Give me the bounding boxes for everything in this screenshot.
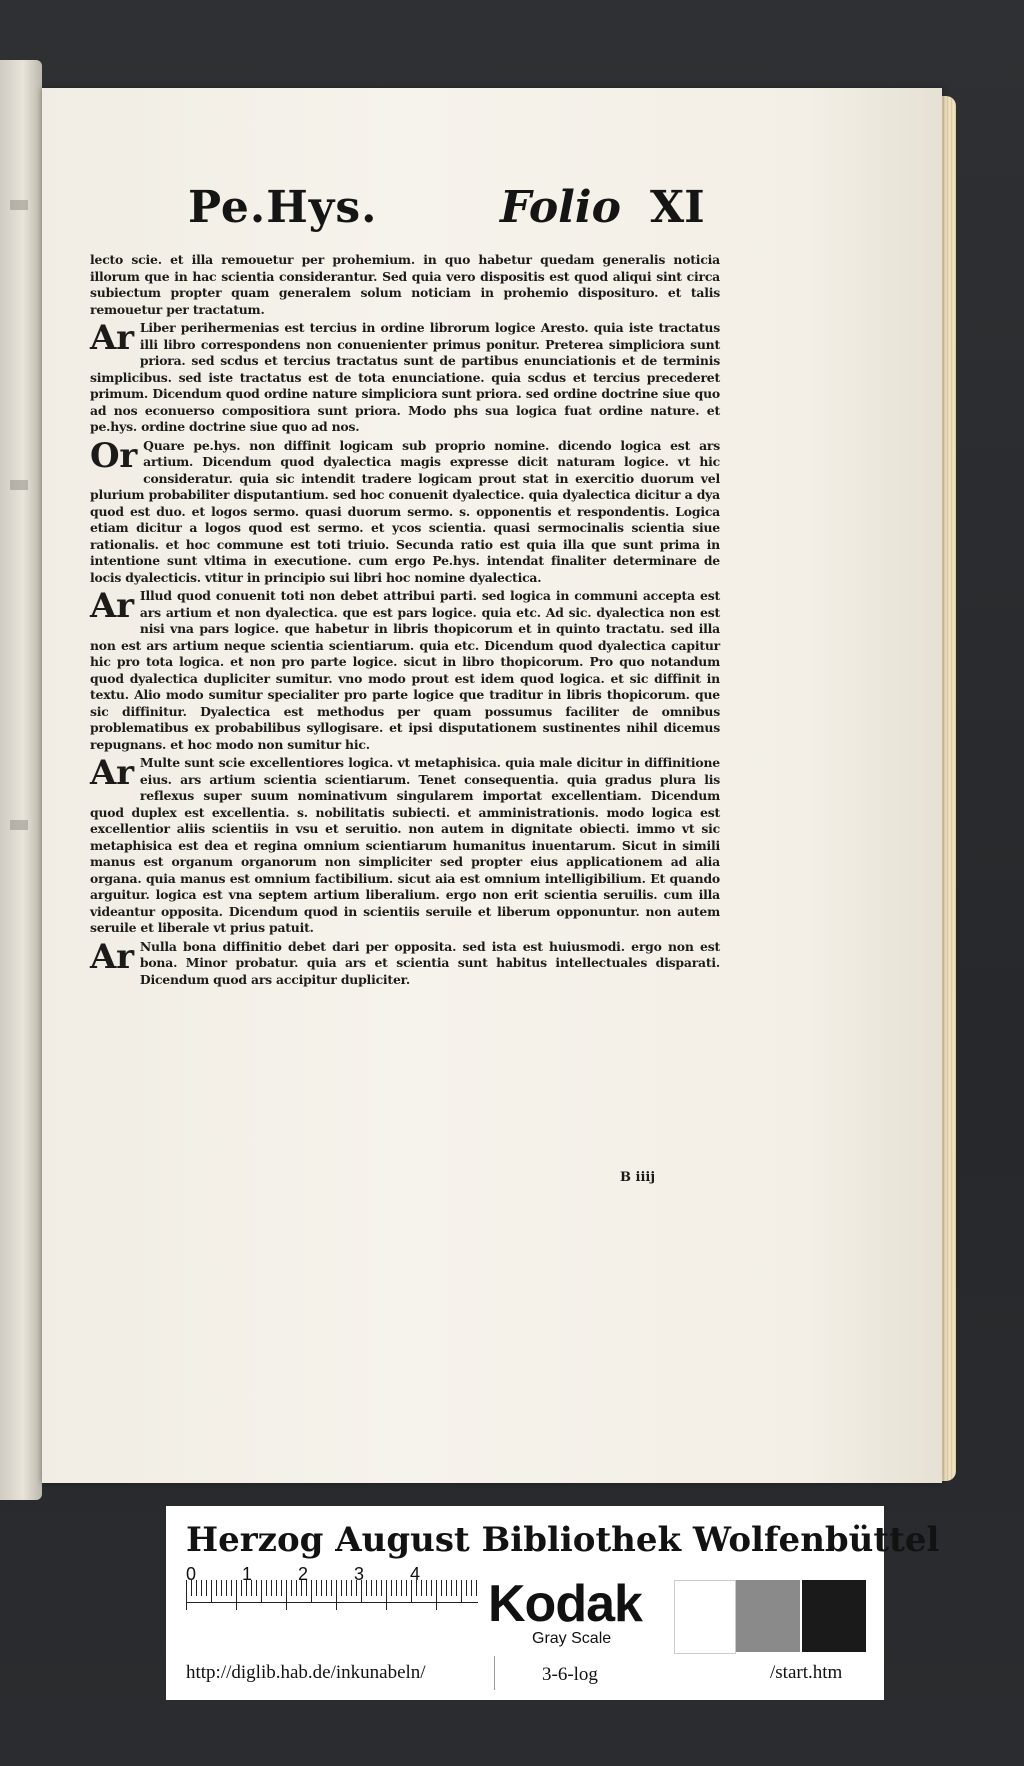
ruler-baseline <box>186 1602 478 1603</box>
ruler-number: 1 <box>242 1564 253 1584</box>
ruler-tick <box>206 1580 207 1596</box>
ruler-tick <box>296 1580 297 1596</box>
ruler-tick <box>346 1580 347 1596</box>
ruler-tick <box>291 1580 292 1596</box>
paragraph-text: Multe sunt scie excellentiores logica. vt metaphisica. quia male dicitur in diffinitione eius. ars artium scientia scientiarum. Tenet consequentia. quia gradus plura lis reflexus super suum nominativum singularem importat excellentiam. Dicendum quod duplex est excellentia. s. nobilitatis subiecti. et amministrationis. modo logica est excellentior aliis scientiis in vsu et seruitio. non autem in dignitate obiecti. immo vt sic metaphisica est dea et regina omnium scientiarum humanitus inuentarum. Sicut in simili manus est organum organorum non simpliciter sed propter eius applicationem ad alia organa. quia manus est omnium factibilium. sicut aia est omnium intelligibilium. Et quando arguitur. logica est vna septem artium liberalium. ergo non erit scientia seruilis. cum illa videantur opposita. Dicendum quod in scientiis seruile et liberum opponuntur. non autem seruile et liberale vt prius patuit. <box>90 755 720 935</box>
facing-page-mark <box>10 820 28 830</box>
paragraph <box>90 588 720 753</box>
folio-number: XI <box>650 182 705 233</box>
ruler-tick <box>461 1580 462 1602</box>
ruler-tick <box>386 1580 387 1610</box>
paragraph-initial: Ar <box>90 586 134 626</box>
ruler-tick <box>231 1580 232 1596</box>
folio-label: Folio <box>500 182 621 233</box>
call-number: 3-6-log <box>542 1664 598 1685</box>
ruler-tick <box>256 1580 257 1596</box>
paragraph-text: Illud quod conuenit toti non debet attribui parti. sed logica in communi accepta est ars artium et non dyalectica. que est pars logice. quia etc. Ad sic. dyalectica non est nisi vna pars logice. que habetur in libris thopicorum et in quinto tractatu. sed illa non est ars artium neque scientia scientiarum. quia etc. Dicendum quod dyalectica capitur hic pro tota logica. et non pro parte logice. sicut in libro thopicorum. Pro quo notandum quod dyalectica dupliciter sumitur. vno modo prout est idem quod logica. et sic diffinit in textu. Alio modo sumitur specialiter pro parte logice que traditur in libris thopicorum. que sic diffinitur. Dyalectica est methodus per quam possumus faciliter de omnibus problematibus ex probabilibus syllogisare. et ipsi disputationem sustinentes nihil dicemus repugnans. et hoc modo non sumitur hic. <box>90 588 720 752</box>
paragraph <box>90 936 720 989</box>
ruler-tick <box>266 1580 267 1596</box>
ruler-tick <box>431 1580 432 1596</box>
ruler-tick <box>436 1580 437 1610</box>
ruler-tick <box>451 1580 452 1596</box>
ruler-tick <box>406 1580 407 1596</box>
paragraph-initial: Ar <box>90 936 134 977</box>
signature-mark: B iiij <box>620 1170 656 1185</box>
facing-page-mark <box>10 480 28 490</box>
ruler-tick <box>331 1580 332 1596</box>
ruler-tick <box>326 1580 327 1596</box>
ruler-number: 3 <box>354 1564 365 1584</box>
text-column <box>90 252 720 990</box>
ruler-tick <box>216 1580 217 1596</box>
paragraph-initial: Ar <box>90 318 134 358</box>
ruler-tick <box>366 1580 367 1596</box>
ruler-tick <box>456 1580 457 1596</box>
paragraph-text: Quare pe.hys. non diffinit logicam sub proprio nomine. dicendo logica est ars artium. Dicendum quod dyalectica magis expresse dicit naturam logice. vt hic consideratur. quia sic intendit tradere logicam prout stat in exercitio duorum vel plurium probabiliter disputantium. sed hoc conuenit dyalectice. quia dyalectica dicitur a dya quod est duo. et logos sermo. quasi duorum sermo. s. opponentis et respondentis. Logica etiam dicitur a logos quod est sermo. et ycos scientia. quasi sermocinalis scientia siue rationalis. et hoc commune est toti triuio. Secunda ratio est quia illa que sunt prima in intentione sunt vltima in executione. cum ergo Pe.hys. intendat finaliter determinare de locis dyalecticis. vtitur in principio sui libri hoc nomine dyalectica. <box>90 437 720 585</box>
ruler-tick <box>371 1580 372 1596</box>
ruler-tick <box>201 1580 202 1596</box>
ruler-number: 4 <box>410 1564 421 1584</box>
paragraph <box>90 320 720 436</box>
ruler-tick <box>396 1580 397 1596</box>
ruler-tick <box>381 1580 382 1596</box>
paragraph <box>90 755 720 937</box>
ruler-tick <box>221 1580 222 1596</box>
card-divider <box>494 1656 495 1690</box>
paragraph-text: lecto scie. et illa remouetur per prohemium. in quo habetur quedam generalis noticia illorum que in hac scientia considerantur. Sed quia vero dispositis est quod aliqui sint circa subiectum propter quam generalem solum noticiam in prohemio disposituro. et talis remouetur per tractatum. <box>90 252 720 317</box>
ruler-tick <box>351 1580 352 1596</box>
paragraph-initial: Or <box>90 435 138 476</box>
start-path: /start.htm <box>770 1662 843 1683</box>
ruler-tick <box>441 1580 442 1596</box>
ruler-tick <box>426 1580 427 1596</box>
ruler-tick <box>281 1580 282 1596</box>
ruler-tick <box>376 1580 377 1596</box>
ruler-tick <box>236 1580 237 1610</box>
gray-swatch <box>736 1580 800 1652</box>
scale-ruler <box>186 1580 478 1626</box>
ruler-tick <box>316 1580 317 1596</box>
gray-scale-label: Gray Scale <box>532 1630 612 1647</box>
ruler-number: 2 <box>298 1564 309 1584</box>
library-url: http://diglib.hab.de/inkunabeln/ <box>186 1662 426 1683</box>
ruler-tick <box>341 1580 342 1596</box>
ruler-number: 0 <box>186 1564 197 1584</box>
facing-page-mark <box>10 200 28 210</box>
kodak-logo: Kodak <box>488 1575 642 1633</box>
library-target-card <box>166 1506 940 1700</box>
ruler-tick <box>471 1580 472 1596</box>
ruler-tick <box>446 1580 447 1596</box>
library-title: Herzog August Bibliothek Wolfenbüttel <box>186 1520 940 1560</box>
paragraph-initial: Ar <box>90 753 134 793</box>
running-header: Pe.Hys. <box>188 182 378 233</box>
ruler-tick <box>271 1580 272 1596</box>
ruler-tick <box>391 1580 392 1596</box>
ruler-tick <box>276 1580 277 1596</box>
ruler-tick <box>401 1580 402 1596</box>
black-swatch <box>802 1580 866 1652</box>
ruler-tick <box>286 1580 287 1610</box>
paragraph-text: Nulla bona diffinitio debet dari per opposita. sed ista est huiusmodi. ergo non est bona. Minor probatur. quia ars et scientia sunt habitus intellectuales disparati. Dicendum quod ars accipitur dupliciter. <box>139 938 720 987</box>
ruler-tick <box>311 1580 312 1602</box>
ruler-tick <box>261 1580 262 1602</box>
ruler-tick <box>211 1580 212 1602</box>
ruler-tick <box>321 1580 322 1596</box>
ruler-tick <box>336 1580 337 1610</box>
facing-page-edge <box>0 60 42 1500</box>
ruler-tick <box>421 1580 422 1596</box>
paragraph <box>90 435 720 587</box>
paragraph-text: Liber perihermenias est tercius in ordine librorum logice Aresto. quia iste tractatus illi libro correspondens non conuenienter primus ponitur. Preterea simpliciora sunt priora. sed scdus et tercius tractatus sunt de partibus enunciationis et de terminis simplicibus. sed iste tractatus est de tota enunciatione. quia scdus et tercius precederet primum. Dicendum quod ordine nature simpliciora sunt priora. sed ordine doctrine siue quo ad nos econuerso compositiora sunt priora. Modo phs sua logica fuat ordine nature. et pe.hys. ordine doctrine siue quo ad nos. <box>90 320 720 434</box>
ruler-tick <box>196 1580 197 1596</box>
ruler-tick <box>466 1580 467 1596</box>
ruler-tick <box>476 1580 477 1596</box>
paragraph <box>90 252 720 318</box>
ruler-tick <box>226 1580 227 1596</box>
white-swatch <box>674 1580 736 1654</box>
